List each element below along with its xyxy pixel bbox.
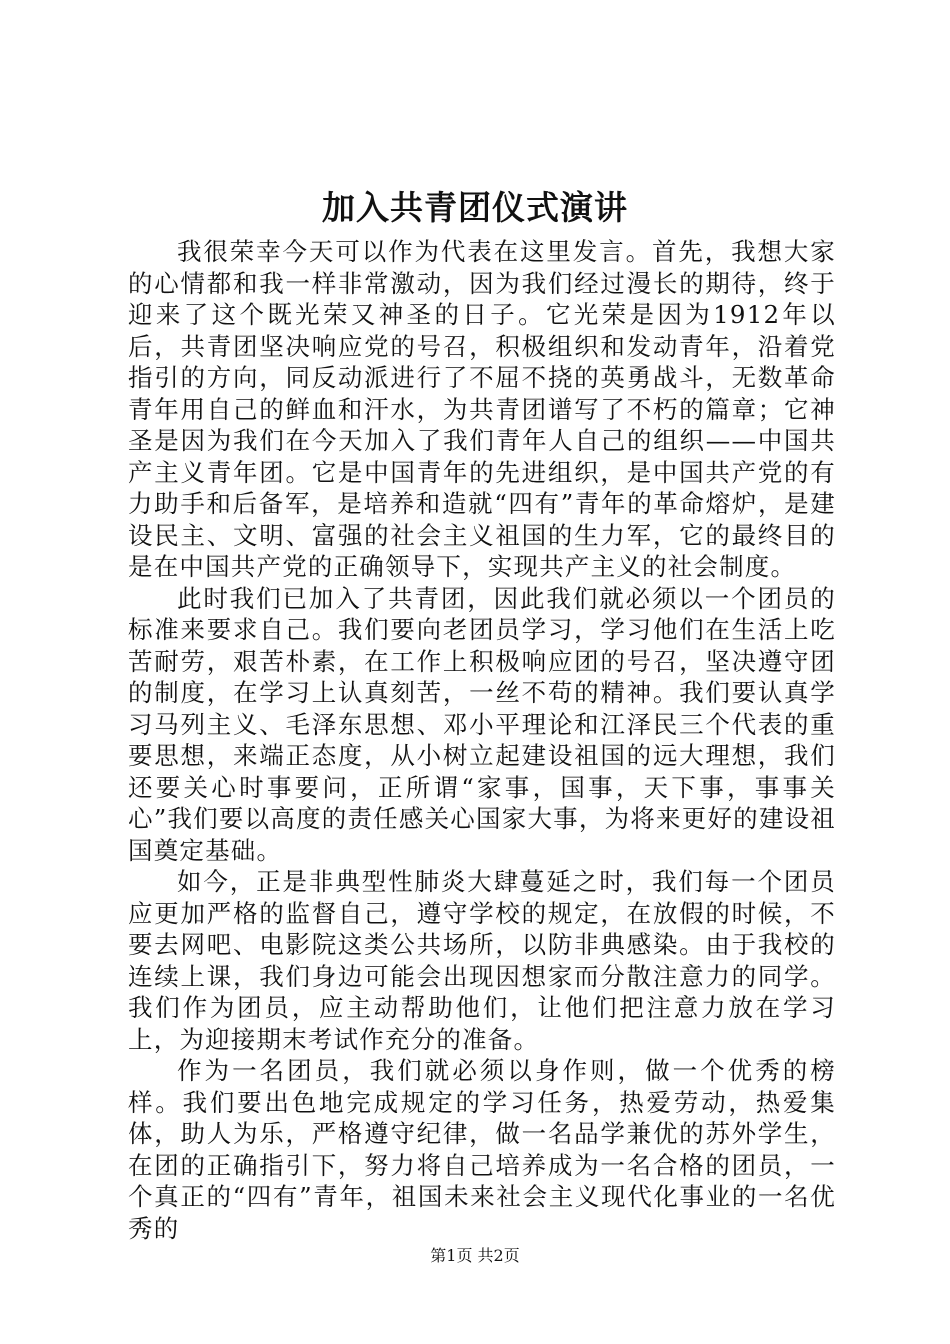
paragraph-1: 我很荣幸今天可以作为代表在这里发言。首先，我想大家的心情都和我一样非常激动，因为我们经过漫长的期待，终于迎来了这个既光荣又神圣的日子。它光荣是因为1912年以后，共青团坚决响应党的号召，积极组织和发动青年，沿着党指引的方向，同反动派进行了不屈不挠的英勇战斗，无数革命青年用自己的鲜血和汗水，为共青团谱写了不朽的篇章；它神圣是因为我们在今天加入了我们青年人自己的组织——中国共产主义青年团。它是中国青年的先进组织，是中国共产党的有力助手和后备军，是培养和造就“四有”青年的革命熔炉，是建设民主、文明、富强的社会主义祖国的生力军，它的最终目的是在中国共产党的正确领导下，实现共产主义的社会制度。 <box>128 237 836 581</box>
page-footer <box>0 1245 950 1267</box>
page-number: 第1页 <box>430 1246 473 1265</box>
paragraph-4: 作为一名团员，我们就必须以身作则，做一个优秀的榜样。我们要出色地完成规定的学习任务，热爱劳动，热爱集体，助人为乐，严格遵守纪律，做一名品学兼优的苏外学生，在团的正确指引下，努力将自己培养成为一名合格的团员，一个真正的“四有”青年，祖国未来社会主义现代化事业的一名优秀的 <box>128 1056 836 1243</box>
paragraph-3: 如今，正是非典型性肺炎大肆蔓延之时，我们每一个团员应更加严格的监督自己，遵守学校的规定，在放假的时候，不要去网吧、电影院这类公共场所，以防非典感染。由于我校的连续上课，我们身边可能会出现因想家而分散注意力的同学。我们作为团员，应主动帮助他们，让他们把注意力放在学习上，为迎接期末考试作充分的准备。 <box>128 867 836 1054</box>
paragraph-2: 此时我们已加入了共青团，因此我们就必须以一个团员的标准来要求自己。我们要向老团员学习，学习他们在生活上吃苦耐劳，艰苦朴素，在工作上积极响应团的号召，坚决遵守团的制度，在学习上认真刻苦，一丝不苟的精神。我们要认真学习马列主义、毛泽东思想、邓小平理论和江泽民三个代表的重要思想，来端正态度，从小树立起建设祖国的远大理想，我们还要关心时事要问，正所谓“家事，国事，天下事，事事关心”我们要以高度的责任感关心国家大事，为将来更好的建设祖国奠定基础。 <box>128 583 836 865</box>
page-total: 共2页 <box>477 1246 520 1265</box>
document-body <box>128 236 836 1244</box>
document-title: 加入共青团仪式演讲 <box>322 188 628 227</box>
